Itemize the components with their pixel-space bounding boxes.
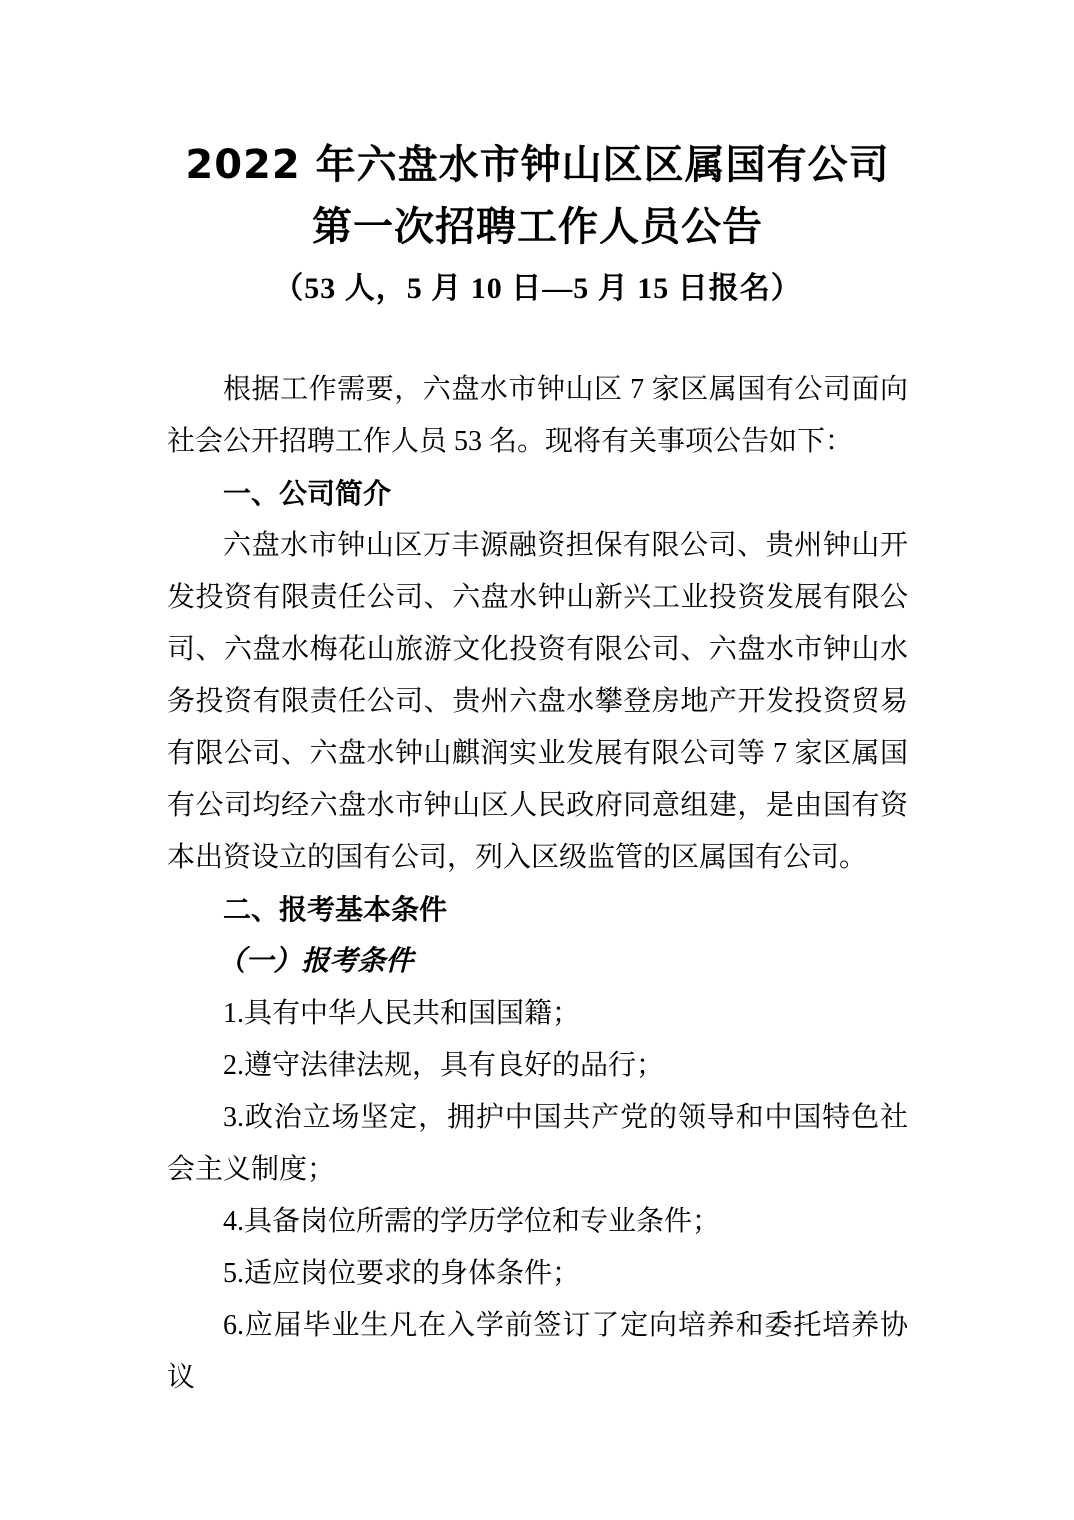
- company-intro-paragraph: 六盘水市钟山区万丰源融资担保有限公司、贵州钟山开发投资有限责任公司、六盘水钟山新兴工业投资发展有限公司、六盘水梅花山旅游文化投资有限公司、六盘水市钟山水务投资有限责任公司、贵州六盘水攀登房地产开发投资贸易有限公司、六盘水钟山麒润实业发展有限公司等 7 家区属国有公司均经六盘水市钟山区人民政府同意组建，是由国有资本出资设立的国有公司，列入区级监管的区属国有公司。: [167, 530, 908, 873]
- section-heading-basic-conditions: 二、报考基本条件: [223, 893, 448, 926]
- condition-item-2: 2.遵守法律法规，具有良好的品行；: [223, 1050, 665, 1081]
- document-body: [167, 364, 908, 1404]
- section-heading-company-intro: 一、公司简介: [223, 477, 392, 510]
- condition-item-6: 6.应届毕业生凡在入学前签订了定向培养和委托培养协议: [167, 1310, 908, 1393]
- title-line-2: 第一次招聘工作人员公告: [312, 204, 763, 250]
- document-content: [167, 0, 908, 1404]
- intro-paragraph: 根据工作需要，六盘水市钟山区 7 家区属国有公司面向社会公开招聘工作人员 53 名。现将有关事项公告如下：: [167, 374, 908, 457]
- document-title: [167, 0, 908, 320]
- condition-item-5: 5.适应岗位要求的身体条件；: [223, 1258, 581, 1289]
- title-line-1: 2022 年六盘水市钟山区区属国有公司: [185, 142, 890, 188]
- subsection-heading-application-conditions: （一）报考条件: [217, 946, 414, 977]
- condition-item-1: 1.具有中华人民共和国国籍；: [223, 998, 581, 1029]
- subtitle: （53 人，5 月 10 日—5 月 15 日报名）: [273, 272, 802, 305]
- condition-item-3: 3.政治立场坚定，拥护中国共产党的领导和中国特色社会主义制度；: [167, 1102, 908, 1185]
- condition-item-4: 4.具备岗位所需的学历学位和专业条件；: [223, 1206, 721, 1237]
